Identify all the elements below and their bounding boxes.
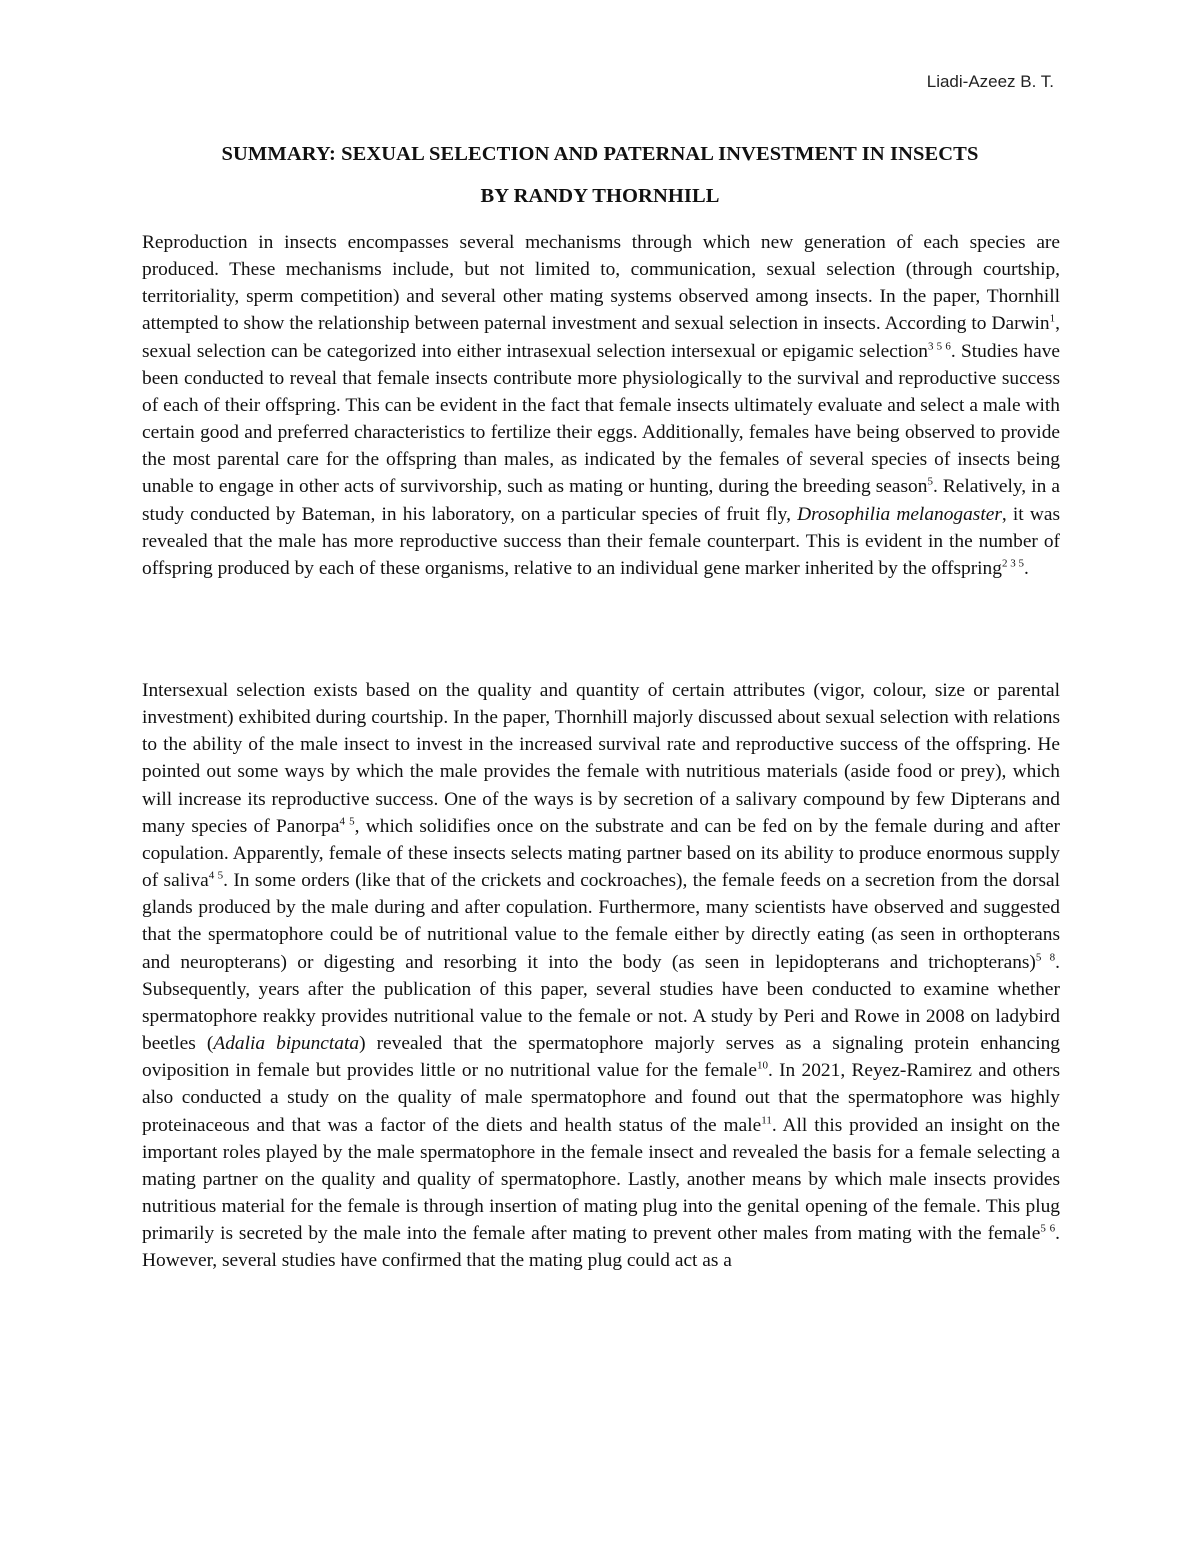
citation-ref: 2 3 5 — [1001, 557, 1024, 570]
citation-ref: 5 8 — [1035, 951, 1056, 964]
citation-ref: 1 — [1049, 313, 1056, 325]
paragraph-1 — [142, 229, 1060, 582]
paragraph-1-text: . Studies have been conducted to reveal that female insects contribute more physiologically to the survival and reproductive success of each of their offspring. This can be evident in the fact that female insects ultimately evaluate and select a male with certain good and preferred characteristics to fertilize their eggs. Additionally, females have being observed to provide the most parental care for the offspring than males, as indicated by the females of several species of insects being unable to engage in other acts of survivorship, such as mating or hunting, during the breeding season — [142, 340, 1061, 498]
citation-ref: 5 — [927, 475, 933, 488]
citation-ref: 3 5 6 — [927, 340, 951, 353]
paragraph-2-text: . In 2021, Reyez-Ramirez and others also conducted a study on the quality of male spermatophore and found out that the spermatophore was highly proteinaceous and that was a factor of the diets and health status of the male — [142, 1060, 1060, 1136]
citation-ref: 4 5 — [208, 869, 224, 882]
paragraph-2-text: Intersexual selection exists based on the quality and quantity of certain attributes (vigor, colour, size or parental investment) exhibited during courtship. In the paper, Thornhill majorly discussed about sexual selection with relations to the ability of the male insect to invest in the increased survival rate and reproductive success of the offspring. He pointed out some ways by which the male provides the female with nutritious materials (aside food or prey), which will increase its reproductive success. One of the ways is by secretion of a salivary compound by few Dipterans and many species of Panorpa — [142, 680, 1060, 837]
paragraph-2-text: . However, several studies have confirmed that the mating plug could act as a — [142, 1223, 1060, 1272]
citation-ref: 10 — [756, 1059, 768, 1072]
citation-ref: 11 — [761, 1114, 772, 1127]
paragraph-1-text: , sexual selection can be categorized into either intrasexual selection intersexual or epigamic selection — [142, 313, 1060, 362]
paragraph-1-text: , it was revealed that the male has more reproductive success than their female counterpart. This is evident in the number of offspring produced by each of these organisms, relative to an individual gene marker inherited by the offspring — [142, 503, 1061, 579]
paragraph-1-text: . Relatively, in a study conducted by Bateman, in his laboratory, on a particular species of fruit fly, — [142, 476, 1060, 525]
paragraph-1-text: Reproduction in insects encompasses several mechanisms through which new generation of each species are produced. These mechanisms include, but not limited to, communication, sexual selection (through courtship, territoriality, sperm competition) and several other mating systems observed among insects. In the paper, Thornhill attempted to show the relationship between paternal investment and sexual selection in insects. According to Darwin — [142, 232, 1060, 335]
species-name: Drosophilia melanogaster — [797, 503, 1002, 525]
species-name: Adalia bipunctata — [213, 1033, 360, 1055]
paragraph-1-text: . — [1023, 557, 1029, 579]
paragraph-2-text: . In some orders (like that of the crickets and cockroaches), the female feeds on a secretion from the dorsal glands produced by the male during and after copulation. Furthermore, many scientists have observed and suggested that the spermatophore could be of nutritional value to the female either by directly eating (as seen in orthopterans and neuropterans) or digesting and resorbing it into the body (as seen in lepidopterans and trichopterans) — [142, 870, 1061, 973]
paragraph-2-text: , which solidifies once on the substrate and can be fed on by the female during and after copulation. Apparently, female of these insects selects mating partner based on its ability to produce enormous supply of saliva — [142, 815, 1061, 892]
paragraph-2-text: ) revealed that the spermatophore majorly serves as a signaling protein enhancing oviposition in female but provides little or no nutritional value for the female — [142, 1033, 1061, 1082]
citation-ref: 4 5 — [339, 815, 355, 828]
paragraph-2-text: . All this provided an insight on the important roles played by the male spermatophore in the female insect and revealed the basis for a female selecting a mating partner on the quality and quality of spermatophore. Lastly, another means by which male insects provides nutritious material for the female is through insertion of mating plug into the genital opening of the female. This plug primarily is secreted by the male into the female after mating to prevent other males from mating with the female — [142, 1114, 1060, 1245]
paper-author-line: BY RANDY THORNHILL — [480, 185, 720, 207]
page-header-author: Liadi-Azeez B. T. — [926, 72, 1054, 91]
paragraph-2-text: . Subsequently, years after the publication of this paper, several studies have been conducted to examine whether spermatophore reakky provides nutritional value to the female or not. A study by Peri and Rowe in 2008 on ladybird beetles ( — [142, 951, 1060, 1055]
paragraph-2 — [142, 677, 1060, 1274]
paper-title: SUMMARY: SEXUAL SELECTION AND PATERNAL INVESTMENT IN INSECTS — [221, 143, 979, 165]
citation-ref: 5 6 — [1040, 1222, 1056, 1235]
